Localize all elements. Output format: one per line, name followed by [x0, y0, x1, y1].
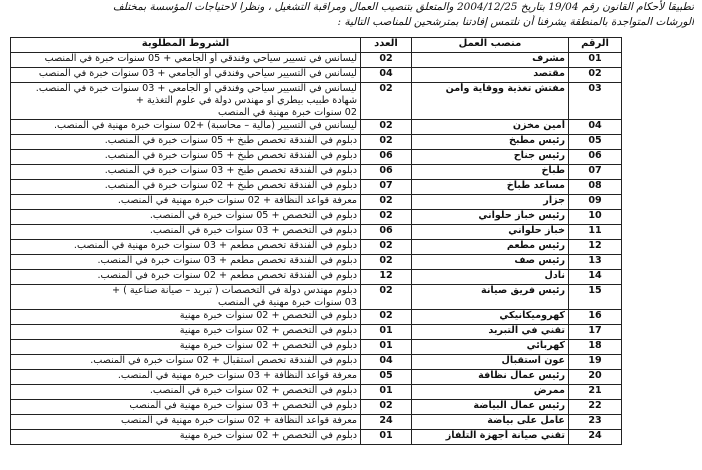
row-number: 09: [569, 195, 622, 210]
table-row: [11, 370, 622, 385]
row-count: 02: [361, 83, 412, 120]
row-count: 02: [361, 310, 412, 325]
row-position: جزار: [412, 195, 569, 210]
header-position: منصب العمل: [412, 38, 569, 53]
row-count: 07: [361, 180, 412, 195]
table-row: [11, 120, 622, 135]
row-position: نادل: [412, 270, 569, 285]
requirement-line: دبلوم في التخصص + 02 سنوات خبرة مهنية: [179, 325, 357, 336]
row-requirements: [11, 83, 361, 120]
row-position: تقني في التبريد: [412, 325, 569, 340]
row-count: 06: [361, 165, 412, 180]
row-position: رئيس عمال نظافة: [412, 370, 569, 385]
requirement-line: 03 سنوات خبرة مهنية في المنصب: [217, 297, 357, 308]
row-count: 04: [361, 68, 412, 83]
row-number: 08: [569, 180, 622, 195]
table-row: [11, 83, 622, 120]
header-num: الرقم: [569, 38, 622, 53]
row-requirements: [11, 210, 361, 225]
requirement-line: ليسانس في التسيير سياحي وفندقي أو الجامعي + 03 سنوات خبرة في المنصب: [38, 68, 357, 79]
row-number: 18: [569, 340, 622, 355]
row-position: رئيس مطبخ: [412, 135, 569, 150]
row-number: 05: [569, 135, 622, 150]
row-position: طباخ: [412, 165, 569, 180]
requirement-line: ليسانس في التسيير (مالية – محاسبة) +02 سنوات خبرة مهنية في المنصب.: [54, 120, 357, 131]
row-requirements: [11, 135, 361, 150]
table-row: [11, 180, 622, 195]
row-requirements: [11, 53, 361, 68]
row-number: 21: [569, 385, 622, 400]
requirement-line: دبلوم في التخصص + 02 سنوات خبرة مهنية: [179, 340, 357, 351]
row-count: 04: [361, 355, 412, 370]
requirement-line: دبلوم في الفندقة تخصص مطعم + 02 سنوات خبرة في المنصب.: [97, 270, 357, 281]
row-requirements: [11, 150, 361, 165]
row-count: 05: [361, 370, 412, 385]
requirement-line: دبلوم في الفندقة تخصص طبخ + 03 سنوات خبرة في المنصب.: [104, 165, 357, 176]
row-count: 02: [361, 53, 412, 68]
requirement-line: شهادة طبيب بيطري أو مهندس دولة في علوم التغذية +: [135, 95, 357, 106]
row-count: 01: [361, 325, 412, 340]
table-row: [11, 415, 622, 430]
row-requirements: [11, 430, 361, 445]
requirement-line: دبلوم مهندس دولة في التخصصات ( تبريد – صيانة صناعية ) +: [112, 285, 357, 296]
requirement-line: معرفة قواعد النظافة + 02 سنوات خبرة مهنية في المنصب: [120, 415, 357, 426]
header-count: العدد: [361, 38, 412, 53]
row-number: 02: [569, 68, 622, 83]
table-row: [11, 240, 622, 255]
table-header-row: [11, 38, 622, 53]
row-number: 16: [569, 310, 622, 325]
intro-line: تطبيقا لأحكام القانون رقم 19/04 بتاريخ 2004/12/25 والمتعلق بتنصيب العمال ومراقبة التشغيل ، ونظرا لاحتياجات المؤسسة بمختلف: [112, 1, 694, 13]
row-requirements: [11, 225, 361, 240]
row-requirements: [11, 120, 361, 135]
table-row: [11, 150, 622, 165]
requirement-line: دبلوم في الفندقة تخصص طبخ + 05 سنوات خبرة في المنصب.: [104, 135, 357, 146]
row-count: 02: [361, 195, 412, 210]
row-count: 02: [361, 400, 412, 415]
table-row: [11, 195, 622, 210]
table-row: [11, 325, 622, 340]
table-row: [11, 310, 622, 325]
row-count: 01: [361, 340, 412, 355]
row-position: كهربائي: [412, 340, 569, 355]
table-row: [11, 355, 622, 370]
row-number: 20: [569, 370, 622, 385]
requirement-line: دبلوم في التخصص + 02 سنوات خبرة في المنصب.: [149, 385, 357, 396]
row-position: تقني صيانة أجهزة التلفاز: [412, 430, 569, 445]
row-count: 06: [361, 150, 412, 165]
row-position: مقتصد: [412, 68, 569, 83]
requirement-line: دبلوم في التخصص + 03 سنوات خبرة مهنية في المنصب: [129, 400, 357, 411]
table-row: [11, 165, 622, 180]
row-number: 17: [569, 325, 622, 340]
requirement-line: دبلوم في الفندقة تخصص طبخ + 02 سنوات خبرة في المنصب.: [104, 180, 357, 191]
requirement-line: ليسانس في تسيير سياحي وفندقي أو الجامعي + 05 سنوات خبرة في المنصب: [44, 53, 357, 64]
row-number: 23: [569, 415, 622, 430]
row-number: 07: [569, 165, 622, 180]
row-count: 02: [361, 210, 412, 225]
row-requirements: [11, 285, 361, 310]
table-row: [11, 400, 622, 415]
row-requirements: [11, 180, 361, 195]
table-row: [11, 68, 622, 83]
row-requirements: [11, 255, 361, 270]
row-count: 24: [361, 415, 412, 430]
row-number: 15: [569, 285, 622, 310]
requirement-line: دبلوم في التخصص + 05 سنوات خبرة في المنصب.: [149, 210, 357, 221]
jobs-table: [10, 37, 622, 445]
row-requirements: [11, 415, 361, 430]
row-count: 06: [361, 225, 412, 240]
row-position: عون استقبال: [412, 355, 569, 370]
row-position: رئيس مطعم: [412, 240, 569, 255]
row-number: 13: [569, 255, 622, 270]
intro-line: الورشات المتواجدة بالمنطقة يشرفنا أن نلتمس إفادتنا بمترشحين للمناصب التالية :: [337, 16, 694, 28]
row-position: رئيس صف: [412, 255, 569, 270]
row-position: أمين مخزن: [412, 120, 569, 135]
row-requirements: [11, 340, 361, 355]
requirement-line: دبلوم في الفندقة تخصص مطعم + 03 سنوات خبرة في المنصب.: [97, 255, 357, 266]
row-count: 02: [361, 255, 412, 270]
row-number: 04: [569, 120, 622, 135]
table-row: [11, 385, 622, 400]
table-row: [11, 53, 622, 68]
row-requirements: [11, 370, 361, 385]
requirement-line: معرفة قواعد النظافة + 02 سنوات خبرة مهنية في المنصب.: [117, 195, 357, 206]
row-number: 01: [569, 53, 622, 68]
row-count: 01: [361, 430, 412, 445]
row-requirements: [11, 270, 361, 285]
row-position: رئيس جناح: [412, 150, 569, 165]
row-requirements: [11, 165, 361, 180]
table-row: [11, 285, 622, 310]
requirement-line: دبلوم في الفندقة تخصص استقبال + 02 سنوات خبرة في المنصب.: [90, 355, 357, 366]
row-number: 10: [569, 210, 622, 225]
row-requirements: [11, 240, 361, 255]
row-position: رئيس فريق صيانة: [412, 285, 569, 310]
requirement-line: دبلوم في التخصص + 02 سنوات خبرة مهنية: [179, 310, 357, 321]
row-position: خباز حلواني: [412, 225, 569, 240]
row-count: 12: [361, 270, 412, 285]
row-number: 11: [569, 225, 622, 240]
table-row: [11, 430, 622, 445]
row-position: رئيس عمال البياضة: [412, 400, 569, 415]
requirement-line: دبلوم في التخصص + 02 سنوات خبرة مهنية: [179, 430, 357, 441]
row-number: 19: [569, 355, 622, 370]
row-position: ممرض: [412, 385, 569, 400]
requirement-line: ليسانس في التسيير سياحي وفندقي أو الجامعي + 03 سنوات خبرة في المنصب.: [35, 83, 357, 94]
row-number: 22: [569, 400, 622, 415]
jobs-table-body: [11, 53, 622, 445]
table-row: [11, 255, 622, 270]
row-number: 06: [569, 150, 622, 165]
row-requirements: [11, 325, 361, 340]
header-requirements: الشروط المطلوبة: [11, 38, 361, 53]
row-number: 03: [569, 83, 622, 120]
row-requirements: [11, 310, 361, 325]
row-count: 01: [361, 385, 412, 400]
row-position: كهروميكانيكي: [412, 310, 569, 325]
table-row: [11, 225, 622, 240]
requirement-line: دبلوم في التخصص + 03 سنوات خبرة في المنصب.: [149, 225, 357, 236]
row-position: رئيس خباز حلواني: [412, 210, 569, 225]
row-count: 02: [361, 240, 412, 255]
table-row: [11, 270, 622, 285]
intro-paragraph: [8, 0, 694, 30]
row-position: مفتش تغذية ووقاية وأمن: [412, 83, 569, 120]
table-row: [11, 135, 622, 150]
row-count: 02: [361, 135, 412, 150]
requirement-line: معرفة قواعد النظافة + 03 سنوات خبرة مهنية في المنصب.: [117, 370, 357, 381]
row-requirements: [11, 385, 361, 400]
row-position: مساعد طباخ: [412, 180, 569, 195]
table-row: [11, 210, 622, 225]
row-number: 12: [569, 240, 622, 255]
row-requirements: [11, 195, 361, 210]
requirement-line: دبلوم في الفندقة تخصص مطعم + 03 سنوات خبرة مهنية في المنصب.: [73, 240, 357, 251]
row-count: 02: [361, 285, 412, 310]
table-row: [11, 340, 622, 355]
row-requirements: [11, 68, 361, 83]
row-position: عامل على بياضة: [412, 415, 569, 430]
row-count: 02: [361, 120, 412, 135]
requirement-line: 02 سنوات خبرة مهنية في المنصب: [217, 107, 357, 118]
requirement-line: دبلوم في الفندقة تخصص طبخ + 05 سنوات خبرة في المنصب.: [104, 150, 357, 161]
row-number: 24: [569, 430, 622, 445]
row-position: مشرف: [412, 53, 569, 68]
row-number: 14: [569, 270, 622, 285]
row-requirements: [11, 355, 361, 370]
row-requirements: [11, 400, 361, 415]
